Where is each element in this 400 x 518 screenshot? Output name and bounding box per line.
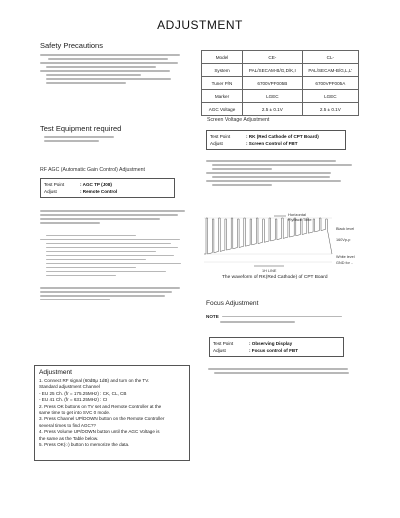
table-row [202, 51, 359, 64]
label: Test Point [210, 134, 231, 139]
adjustment-line: 5. Press OK(○) button to memorize the data. [39, 442, 130, 448]
adjustment-line: 4. Press Volume UP/DOWN button until the AGC Voltage is [39, 429, 160, 435]
table-cell: AGC Voltage [202, 103, 243, 116]
label-flyback: Flyback Time [288, 217, 312, 222]
label: Test Point [44, 182, 65, 187]
table-cell: PAL/SECAM-B/G,D/K,I [243, 64, 303, 77]
screen-voltage-heading: Screen Voltage Adjustment [207, 117, 270, 123]
label: Adjust [210, 141, 223, 146]
table-cell: Model [202, 51, 243, 64]
table-cell: CE- [243, 51, 303, 64]
safety-heading: Safety Precautions [40, 41, 103, 50]
label-horizontal: Horizontal [288, 212, 307, 217]
adjustment-line: 1. Connect RF signal (60dBμ 1dB) and turn on the TV. [39, 378, 150, 383]
adjustment-line: 2. Press OK buttons on TV set and Remote Controller at the [39, 403, 162, 409]
rf-agc-test-box [40, 178, 175, 198]
table-row [202, 77, 359, 90]
value: : Remote Control [80, 189, 118, 194]
table-cell: LGEC [302, 90, 358, 103]
table-row [202, 64, 359, 77]
table-row [202, 90, 359, 103]
table-cell: System [202, 64, 243, 77]
table-cell: CL- [302, 51, 358, 64]
value: : RK (Red Cathode of CPT Board) [246, 134, 319, 139]
label-black-level: Black level [336, 227, 355, 231]
screen-test-box [206, 130, 346, 150]
equipment-text-block [40, 134, 190, 144]
adjustment-box [34, 365, 190, 461]
adjustment-line: - EU 25 Ch. (fr = 175.25MHz) : CK, CL, CB [39, 390, 127, 396]
label: Adjust [44, 189, 57, 194]
label: Test Point [213, 341, 234, 346]
label: Adjust [213, 348, 226, 353]
adjustment-line: the same as the Table below. [39, 435, 99, 441]
label-vpp: 160Vp-p [336, 238, 351, 242]
focus-note-block [206, 314, 356, 325]
adjustment-heading: Adjustment [39, 369, 72, 376]
waveform-caption: The waveform of RK(Red Cathode) of CPT Board [222, 275, 328, 280]
equipment-heading: Test Equipment required [40, 124, 122, 133]
focus-test-box [209, 337, 344, 357]
adjustment-line: - EU 41 Ch. (fr = 631.25MHz) : CI [39, 397, 108, 403]
label-period: 1H LINE [262, 269, 277, 273]
adjustment-line: several times to find AGC?? [39, 422, 96, 428]
safety-text-block [40, 52, 190, 86]
value: : Focus control of FBT [249, 348, 298, 353]
table-cell: Marker [202, 90, 243, 103]
table-cell: 2.5 ± 0.1V [243, 103, 303, 116]
rf-agc-heading: RF AGC (Automatic Gain Control) Adjustment [40, 167, 145, 173]
rf-agc-text-block [40, 208, 190, 303]
waveform-diagram [202, 210, 370, 280]
value: : Screen Control of FBT [246, 141, 298, 146]
table-cell: LGEC [243, 90, 303, 103]
adjustment-line: same time to get into SVC 0 mode. [39, 410, 111, 416]
focus-heading: Focus Adjustment [206, 300, 259, 307]
focus-text-block [208, 366, 358, 376]
table-cell: 2.5 ± 0.1V [302, 103, 358, 116]
table-cell: 6700VPF005A [302, 77, 358, 90]
adjustment-line: 3. Press Channel UP/DOWN button on the Remote Controller [39, 416, 165, 422]
value: : AGC TP (J08) [80, 182, 112, 187]
spec-table [201, 50, 359, 116]
table-cell: Tuner P/N [202, 77, 243, 90]
label-white-level: White level [336, 255, 355, 259]
page-title: ADJUSTMENT [157, 18, 243, 32]
screen-text-block [206, 158, 356, 188]
value: : Observing Display [249, 341, 293, 346]
label-gnd: GND for .. [336, 261, 354, 265]
focus-note-label: NOTE [206, 314, 219, 319]
table-cell: 6700VPF005B [243, 77, 303, 90]
adjustment-line: Standard adjustment Channel [39, 384, 100, 390]
table-row [202, 103, 359, 116]
table-cell: PAL/SECAM-B/G,L,L' [302, 64, 358, 77]
